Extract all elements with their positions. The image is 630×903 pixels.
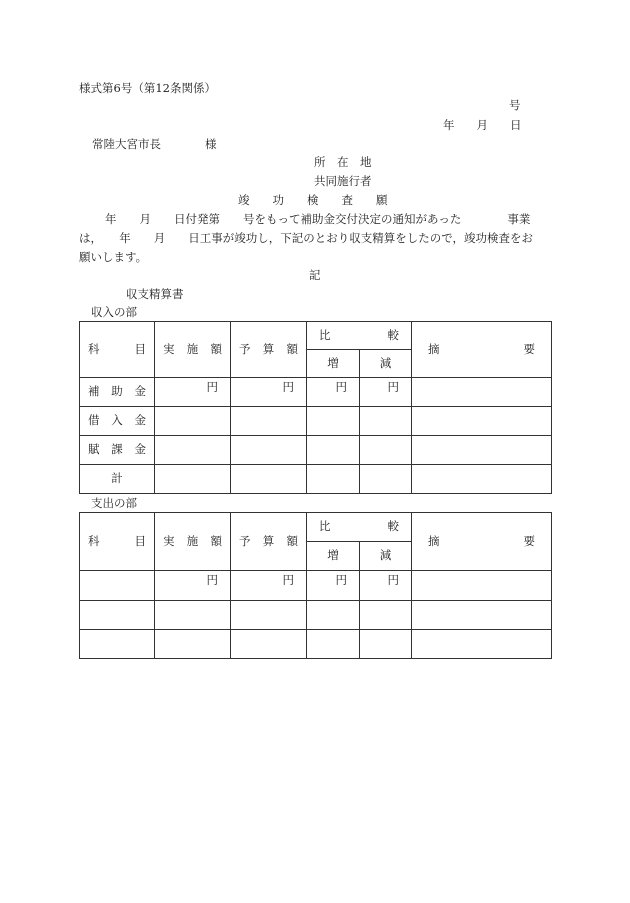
expense-budget-cell: 円 [231,571,307,601]
expense-header-increase: 増 [307,542,360,571]
expense-row [80,571,552,601]
income-header-decrease: 減 [360,350,412,378]
income-caption: 収入の部 [91,305,137,319]
year-label: 年 [443,118,455,132]
expense-header-item: 科 目 [80,513,155,571]
income-budget-cell: 円 [231,378,307,407]
applicant-address-label: 所 在 地 [314,155,372,169]
expense-row [80,630,552,659]
expense-header-budget: 予 算 額 [231,513,307,571]
body-line-3: 願いします。 [79,250,148,264]
income-row-label: 借 入 金 [80,407,155,436]
expense-header-note: 摘 要 [412,513,552,571]
income-header-item: 科 目 [80,322,155,378]
income-row-levy [80,436,552,465]
issue-number-label: 号 [509,98,521,112]
expense-table [79,512,552,659]
ki-label: 記 [309,268,321,282]
income-header-increase: 増 [307,350,360,378]
income-note-cell [412,378,552,407]
addressee [92,139,217,151]
expense-header-compare: 比 較 [307,513,412,542]
date-line [443,120,522,132]
income-row-total [80,465,552,494]
income-actual-cell: 円 [155,378,231,407]
income-row-loan [80,407,552,436]
income-header-budget: 予 算 額 [231,322,307,378]
income-row-label: 補 助 金 [80,378,155,407]
month-label: 月 [476,118,488,132]
expense-header-decrease: 減 [360,542,412,571]
income-table [79,321,552,494]
income-header-actual: 実 施 額 [155,322,231,378]
document-title: 竣 功 検 査 願 [238,193,388,207]
expense-increase-cell: 円 [307,571,360,601]
body-line-1: 年 月 日付発第 号をもって補助金交付決定の通知があった 事業 [82,212,531,226]
section-title: 収支精算書 [126,287,184,301]
form-number: 様式第6号（第12条関係） [79,81,216,95]
addressee-honorific: 様 [205,137,217,151]
expense-row [80,601,552,630]
body-line-2: は， 年 月 日工事が竣功し，下記のとおり収支精算をしたので，竣功検査をお [79,231,534,245]
day-label: 日 [510,118,522,132]
income-header-compare: 比 較 [307,322,412,350]
addressee-office: 常陸大宮市長 [92,137,161,151]
expense-caption: 支出の部 [91,496,137,510]
income-row-label: 賦 課 金 [80,436,155,465]
expense-actual-cell: 円 [155,571,231,601]
expense-header-actual: 実 施 額 [155,513,231,571]
income-decrease-cell: 円 [360,378,412,407]
income-header-note: 摘 要 [412,322,552,378]
expense-decrease-cell: 円 [360,571,412,601]
income-row-subsidy [80,378,552,407]
income-increase-cell: 円 [307,378,360,407]
income-total-label: 計 [80,465,155,494]
applicant-role: 共同施行者 [314,174,372,188]
